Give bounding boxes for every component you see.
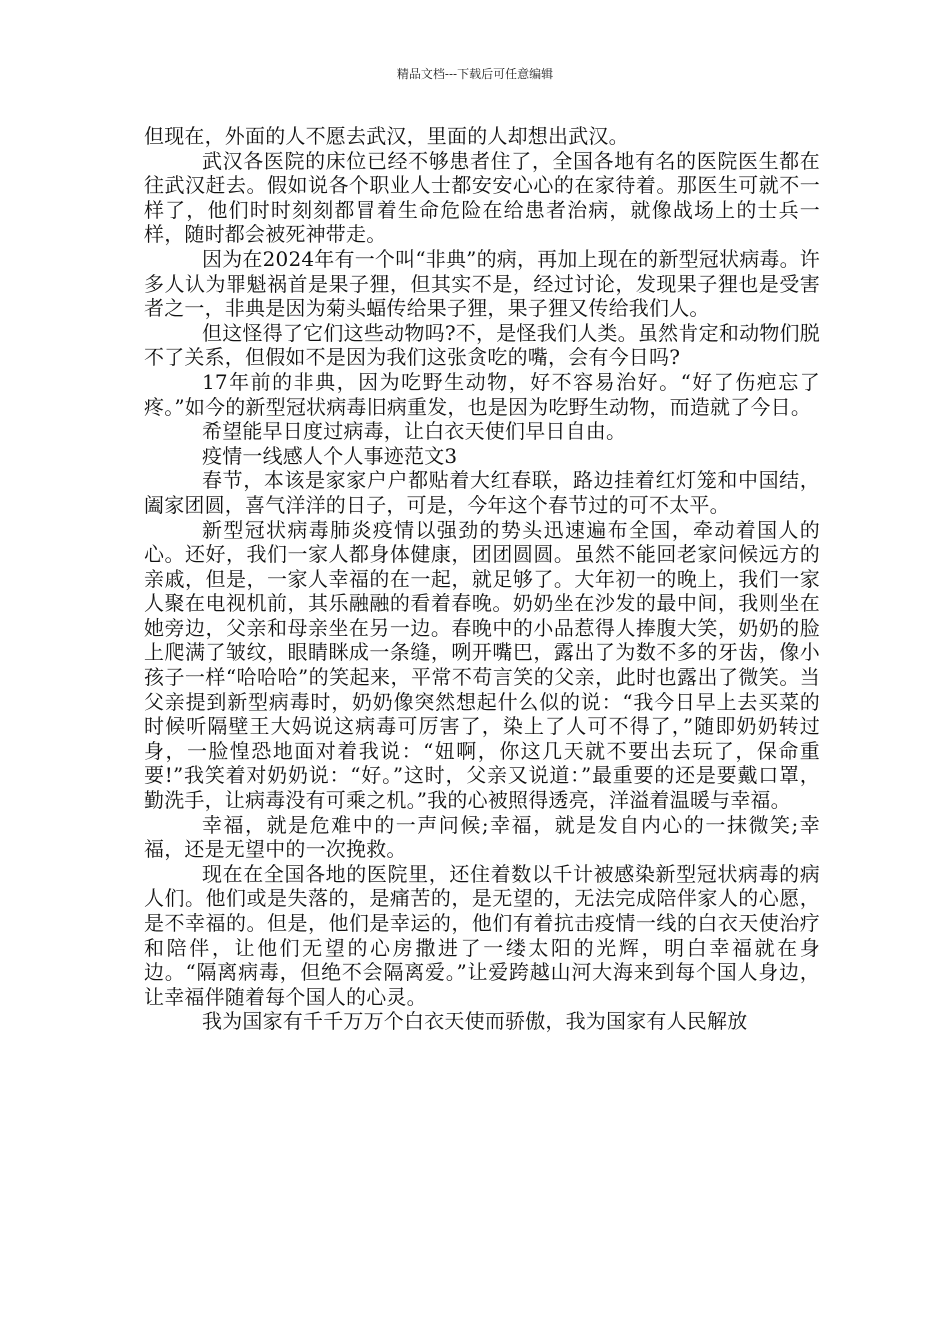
paragraph-5: 17年前的非典，因为吃野生动物，好不容易治好。“好了伤疤忘了疼。”如今的新型冠状病毒旧病重发，也是因为吃野生动物，而造就了今日。: [144, 369, 820, 419]
paragraph-4: 但这怪得了它们这些动物吗?不，是怪我们人类。虽然肯定和动物们脱不了关系，但假如不是因为我们这张贪吃的嘴，会有今日吗?: [144, 320, 820, 370]
paragraph-3: 因为在2024年有一个叫“非典”的病，再加上现在的新型冠状病毒。许多人认为罪魁祸首是果子狸，但其实不是，经过讨论，发现果子狸也是受害者之一，非典是因为菊头蝠传给果子狸，果子狸又传给我们人。: [144, 246, 820, 321]
paragraph-11: 现在在全国各地的医院里，还住着数以千计被感染新型冠状病毒的病人们。他们或是失落的，是痛苦的，是无望的，无法完成陪伴家人的心愿，是不幸福的。但是，他们是幸运的，他们有着抗击疫情一线的白衣天使治疗和陪伴，让他们无望的心房撒进了一缕太阳的光辉，明白幸福就在身边。“隔离病毒，但绝不会隔离爱。”让爱跨越山河大海来到每个国人身边，让幸福伴随着每个国人的心灵。: [144, 861, 820, 1009]
paragraph-10: 幸福，就是危难中的一声问候;幸福，就是发自内心的一抹微笑;幸福，还是无望中的一次挽救。: [144, 812, 820, 862]
paragraph-2: 武汉各医院的床位已经不够患者住了，全国各地有名的医院医生都在往武汉赶去。假如说各个职业人士都安安心心的在家待着。那医生可就不一样了，他们时时刻刻都冒着生命危险在给患者治病，就像战场上的士兵一样，随时都会被死神带走。: [144, 148, 820, 247]
paragraph-1: 但现在，外面的人不愿去武汉，里面的人却想出武汉。: [144, 124, 629, 148]
paragraph-8: 春节，本该是家家户户都贴着大红春联，路边挂着红灯笼和中国结，阖家团圆，喜气洋洋的日子，可是，今年这个春节过的可不太平。: [144, 468, 820, 517]
paragraph-6: 希望能早日度过病毒，让白衣天使们早日自由。: [202, 419, 627, 444]
paragraph-12: 我为国家有千千万万个白衣天使而骄傲，我为国家有人民解放: [202, 1009, 748, 1034]
section-title: 疫情一线感人个人事迹范文3: [202, 443, 458, 468]
paragraph-9: 新型冠状病毒肺炎疫情以强劲的势头迅速遍布全国，牵动着国人的心。还好，我们一家人都身体健康，团团圆圆。虽然不能回老家问候远方的亲戚，但是，一家人幸福的在一起，就足够了。大年初一的晚上，我们一家人聚在电视机前，其乐融融的看着春晚。奶奶坐在沙发的最中间，我则坐在她旁边，父亲和母亲坐在另一边。春晚中的小品惹得人捧腹大笑，奶奶的脸上爬满了皱纹，眼睛眯成一条缝，咧开嘴巴，露出了为数不多的牙齿，像小孩子一样“哈哈哈”的笑起来，平常不苟言笑的父亲，此时也露出了微笑。当父亲提到新型病毒时，奶奶像突然想起什么似的说：“我今日早上去买菜的时候听隔壁王大妈说这病毒可厉害了，染上了人可不得了，”随即奶奶转过身，一脸惶恐地面对着我说：“妞啊，你这几天就不要出去玩了，保命重要!”我笑着对奶奶说：“好。”这时，父亲又说道：”最重要的还是要戴口罩，勤洗手，让病毒没有可乘之机。”我的心被照得透亮，洋溢着温暖与幸福。: [144, 517, 820, 813]
document-body: [144, 124, 820, 1034]
page-header: 精品文档---下载后可任意编辑: [396, 67, 554, 81]
